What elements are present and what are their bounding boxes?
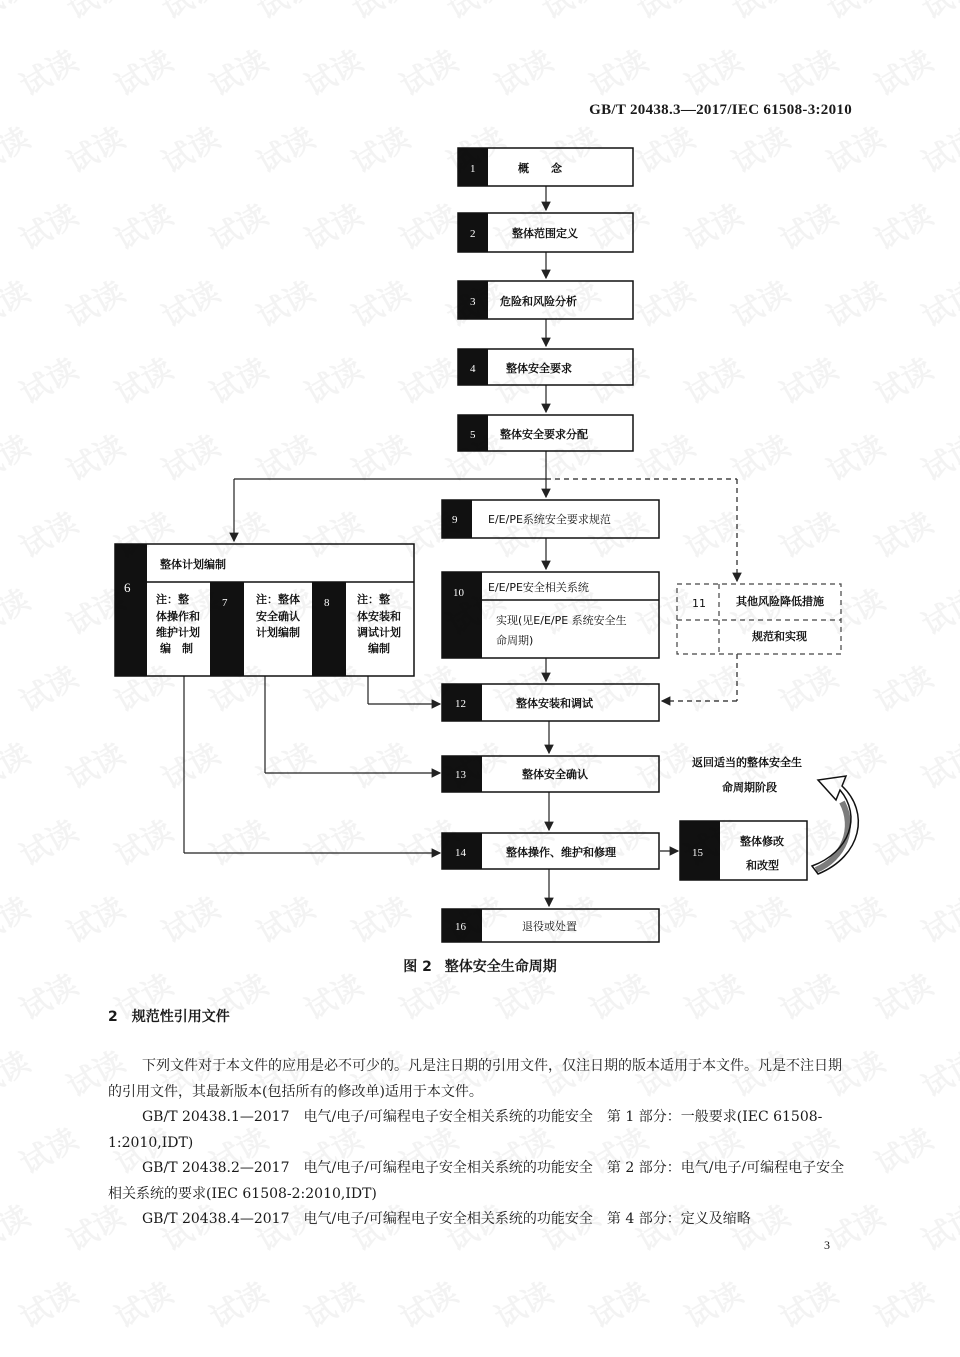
- svg-text:注：整: 注：整: [357, 593, 390, 606]
- return-note: [692, 755, 802, 794]
- svg-text:体安装和: 体安装和: [357, 610, 401, 623]
- return-arrow-icon: [812, 776, 858, 874]
- svg-text:8: 8: [324, 597, 330, 609]
- box-hazard-risk: [458, 281, 633, 319]
- svg-text:整体操作、维护和修理: 整体操作、维护和修理: [506, 846, 616, 859]
- svg-text:命周期): 命周期): [496, 634, 534, 647]
- box-modification-retrofit: [680, 821, 807, 880]
- box-other-risk-reduction: [677, 584, 841, 654]
- svg-text:危险和风险分析: 危险和风险分析: [500, 295, 577, 308]
- svg-text:注：整: 注：整: [156, 593, 189, 606]
- svg-text:5: 5: [470, 429, 476, 441]
- box-safety-requirements: [458, 349, 633, 385]
- svg-text:调试计划: 调试计划: [357, 626, 401, 639]
- svg-text:整体安全要求分配: 整体安全要求分配: [500, 428, 588, 441]
- standard-number-header: GB/T 20438.3—2017/IEC 61508-3:2010: [589, 102, 852, 118]
- box-eepe-spec: [442, 500, 659, 538]
- reference-item-4: GB/T 20438.4—2017 电气/电子/可编程电子安全相关系统的功能安全 第 4 部分：定义及缩略: [142, 1211, 751, 1227]
- svg-text:整体范围定义: 整体范围定义: [512, 227, 578, 240]
- box-concept: [458, 148, 633, 186]
- svg-text:命周期阶段: 命周期阶段: [722, 781, 777, 794]
- svg-text:整体安装和调试: 整体安装和调试: [516, 697, 593, 710]
- svg-text:实现(见E/E/PE 系统安全生: 实现(见E/E/PE 系统安全生: [496, 614, 627, 627]
- svg-text:编制: 编制: [368, 642, 390, 655]
- figure-label: 图 2: [403, 959, 432, 975]
- svg-text:整体安全确认: 整体安全确认: [522, 768, 588, 781]
- svg-text:E/E/PE系统安全要求规范: E/E/PE系统安全要求规范: [488, 513, 611, 526]
- page-number: 3: [824, 1238, 830, 1252]
- svg-text:10: 10: [453, 587, 464, 599]
- svg-text:规范和实现: 规范和实现: [752, 630, 807, 643]
- svg-text:返回适当的整体安全生: 返回适当的整体安全生: [692, 756, 802, 769]
- svg-text:编 制: 编 制: [160, 642, 193, 655]
- svg-text:体操作和: 体操作和: [156, 610, 200, 623]
- svg-text:3: 3: [470, 296, 476, 308]
- svg-text:4: 4: [470, 363, 476, 375]
- figure-caption: [0, 956, 960, 976]
- svg-text:维护计划: 维护计划: [156, 626, 200, 639]
- svg-text:和改型: 和改型: [746, 859, 779, 872]
- svg-text:15: 15: [692, 847, 703, 859]
- section-title: 规范性引用文件: [131, 1009, 230, 1025]
- reference-item-2: GB/T 20438.2—2017 电气/电子/可编程电子安全相关系统的功能安全 第 2 部分：电气/电子/可编程电子安全相关系统的要求(IEC 61508-2:2010,IDT): [108, 1160, 845, 1202]
- svg-text:1: 1: [470, 163, 476, 175]
- svg-text:整体计划编制: 整体计划编制: [160, 558, 226, 571]
- box-decommissioning: [442, 909, 659, 942]
- box-operation-maintenance: [442, 833, 659, 869]
- svg-text:E/E/PE安全相关系统: E/E/PE安全相关系统: [488, 581, 589, 594]
- svg-text:7: 7: [222, 597, 228, 609]
- svg-text:退役或处置: 退役或处置: [522, 920, 577, 933]
- box-safety-validation: [442, 756, 659, 792]
- section-number: 2: [108, 1009, 118, 1025]
- svg-text:其他风险降低措施: 其他风险降低措施: [736, 595, 824, 608]
- section-heading: [108, 1006, 244, 1026]
- svg-text:整体修改: 整体修改: [740, 835, 784, 848]
- svg-text:12: 12: [455, 698, 466, 710]
- svg-text:9: 9: [452, 514, 458, 526]
- box-eepe-realisation: [442, 572, 659, 658]
- svg-text:6: 6: [124, 580, 131, 595]
- box-overall-scope: [458, 213, 633, 252]
- box-overall-planning: [115, 544, 414, 676]
- svg-text:整体安全要求: 整体安全要求: [506, 362, 572, 375]
- paragraph-intro: 下列文件对于本文件的应用是必不可少的。凡是注日期的引用文件，仅注日期的版本适用于本文件。凡是不注日期的引用文件，其最新版本(包括所有的修改单)适用于本文件。: [108, 1058, 842, 1100]
- svg-text:计划编制: 计划编制: [256, 626, 300, 639]
- svg-text:11: 11: [692, 597, 706, 610]
- svg-text:安全确认: 安全确认: [256, 610, 300, 623]
- box-installation-commissioning: [442, 684, 659, 721]
- svg-text:16: 16: [455, 921, 466, 933]
- svg-text:14: 14: [455, 847, 466, 859]
- svg-text:13: 13: [455, 769, 466, 781]
- svg-text:2: 2: [470, 228, 476, 240]
- box-safety-allocation: [458, 415, 633, 451]
- svg-text:注：整体: 注：整体: [256, 593, 300, 606]
- svg-text:概 念: 概 念: [518, 162, 562, 175]
- figure-title: 整体安全生命周期: [444, 959, 557, 975]
- reference-item-1: GB/T 20438.1—2017 电气/电子/可编程电子安全相关系统的功能安全 第 1 部分：一般要求(IEC 61508-1:2010,IDT): [108, 1109, 823, 1151]
